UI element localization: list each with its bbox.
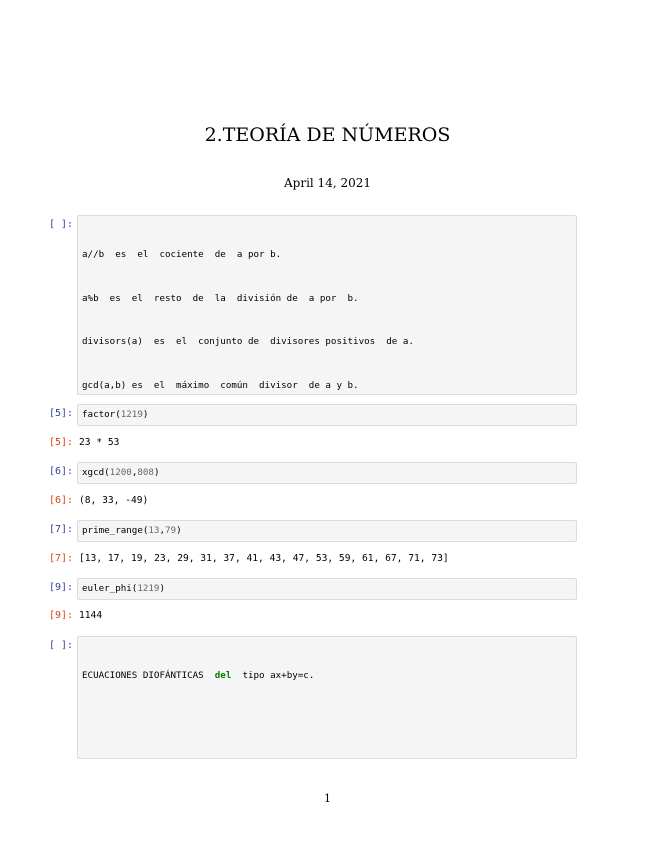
cell-line-text: tipo ax+by=c. bbox=[231, 670, 315, 681]
cell-line: gcd(a,b) es el máximo común divisor de a y b. bbox=[82, 379, 359, 391]
cell-output: [13, 17, 19, 23, 29, 31, 37, 41, 43, 47, 53, 59, 61, 67, 71, 73] bbox=[79, 553, 449, 564]
code-input-cell[interactable] bbox=[77, 404, 577, 426]
code-paren: ) bbox=[176, 525, 182, 536]
output-prompt: [6]: bbox=[49, 495, 74, 506]
code-paren: ) bbox=[153, 467, 160, 478]
input-prompt: [ ]: bbox=[49, 640, 74, 651]
code-function: factor( bbox=[82, 409, 121, 420]
input-prompt: [6]: bbox=[49, 466, 74, 477]
code-input-cell[interactable] bbox=[77, 462, 577, 484]
cell-line bbox=[82, 669, 572, 684]
code-number: 1219 bbox=[137, 583, 160, 594]
code-number: 79 bbox=[165, 525, 177, 536]
code-input-cell[interactable] bbox=[77, 578, 577, 600]
line-wrap-marker bbox=[508, 757, 514, 759]
code-number: 13 bbox=[148, 525, 160, 536]
input-prompt: [5]: bbox=[49, 408, 74, 419]
code-function: prime_range( bbox=[82, 525, 149, 536]
markdown-input-cell[interactable] bbox=[77, 636, 577, 759]
page-title: 2.TEORÍA DE NÚMEROS bbox=[204, 124, 451, 146]
cell-line-text: ECUACIONES DIOFÁNTICAS bbox=[82, 670, 215, 681]
cell-line: a//b es el cociente de a por b. bbox=[82, 249, 282, 260]
cell-output: (8, 33, -49) bbox=[79, 495, 149, 506]
cell-line bbox=[82, 756, 572, 759]
code-number: 808 bbox=[137, 467, 154, 478]
output-prompt: [7]: bbox=[49, 553, 74, 564]
cell-line: divisors(a) es el conjunto de divisores positivos de a. bbox=[82, 336, 414, 347]
input-prompt: [9]: bbox=[49, 582, 74, 593]
code-paren: ) bbox=[142, 409, 149, 420]
cell-line-blank bbox=[82, 713, 572, 728]
cell-output: 1144 bbox=[79, 610, 103, 621]
code-separator: , bbox=[159, 525, 166, 536]
code-separator: , bbox=[131, 467, 138, 478]
code-paren: ) bbox=[159, 583, 166, 594]
code-function: xgcd( bbox=[82, 467, 110, 478]
code-number: 1200 bbox=[109, 467, 132, 478]
cell-line: a%b es el resto de la división de a por b. bbox=[82, 292, 359, 304]
input-prompt: [ ]: bbox=[49, 219, 74, 230]
cell-output: 23 * 53 bbox=[79, 437, 120, 448]
code-number: 1219 bbox=[120, 409, 143, 420]
input-prompt: [7]: bbox=[49, 524, 74, 535]
cell-line-text bbox=[82, 757, 508, 759]
code-function: euler_phi( bbox=[82, 583, 138, 594]
output-prompt: [9]: bbox=[49, 610, 74, 621]
document-date: April 14, 2021 bbox=[283, 176, 371, 190]
code-keyword: del bbox=[214, 670, 232, 681]
code-input-cell[interactable] bbox=[77, 520, 577, 542]
output-prompt: [5]: bbox=[49, 437, 74, 448]
markdown-input-cell[interactable] bbox=[77, 215, 577, 395]
page-number: 1 bbox=[324, 792, 331, 805]
